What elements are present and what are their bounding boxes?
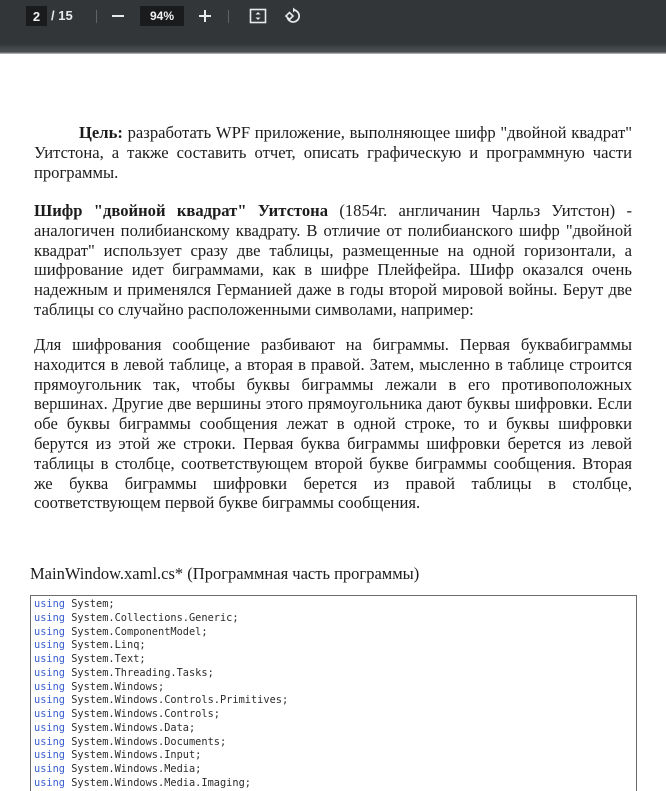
code-line <box>34 612 288 626</box>
code-keyword: using <box>34 776 65 789</box>
code-namespace: System.Windows.Data; <box>65 721 196 734</box>
code-keyword: using <box>34 763 65 775</box>
cipher-description-text: (1854г. англичанин Чарльз Уитстон) - аналогичен полибианскому квадрату. В отличие от полибианского шифр "двойной квадрат" использует сразу две таблицы, размещенные на одной горизонтали, а шифрование идет биграммами, как в шифре Плейфейра. Шифр оказался очень надежным и применялся Германией даже в годы второй мировой войны. Берут две таблицы со случайно расположенными символами, например: <box>34 201 633 319</box>
fit-to-page-button[interactable] <box>246 4 270 28</box>
page-number-input[interactable]: 2 <box>26 6 47 26</box>
fit-to-page-icon <box>249 8 267 24</box>
rotate-icon <box>284 7 302 25</box>
zoom-in-button[interactable] <box>193 4 217 28</box>
code-line <box>34 749 288 763</box>
minus-icon <box>111 9 125 23</box>
code-namespace: System.Collections.Generic; <box>65 611 239 624</box>
code-line <box>34 626 288 640</box>
code-namespace: System.ComponentModel; <box>65 625 208 638</box>
code-line <box>34 598 288 612</box>
code-namespace: System.Windows; <box>65 680 165 693</box>
encryption-method-paragraph: Для шифрования сообщение разбивают на биграммы. Первая буквабиграммы находится в левой таблице, а вторая в правой. Затем, мысленно в таблице строится прямоугольник так, чтобы буквы биграммы лежали в его противоположных вершинах. Другие две вершины этого прямоугольника дают буквы шифровки. Если обе буквы биграммы сообщения лежат в одной строке, то и буквы шифровки берутся из этой же строки. Первая буква биграммы шифровки берется из левой таблицы в столбце, соответствующем второй букве биграммы сообщения. Вторая же буква биграммы шифровки берется из правой таблицы в столбце, соответствующем первой букве биграммы сообщения. <box>34 335 632 513</box>
code-keyword: using <box>34 611 65 624</box>
cipher-title: Шифр "двойной квадрат" Уитстона <box>34 201 329 220</box>
code-line <box>34 777 288 791</box>
page-total: / 15 <box>51 8 73 23</box>
toolbar-divider <box>96 10 97 23</box>
pdf-toolbar <box>0 0 666 54</box>
code-line <box>34 736 288 750</box>
code-line <box>34 681 288 695</box>
code-line <box>34 653 288 667</box>
rotate-button[interactable] <box>281 4 305 28</box>
code-namespace: System.Windows.Controls.Primitives; <box>65 694 289 707</box>
code-listing <box>30 595 637 791</box>
code-keyword: using <box>34 639 65 652</box>
code-namespace: System.Windows.Documents; <box>65 735 227 748</box>
code-namespace: System.Linq; <box>65 639 146 652</box>
code-keyword: using <box>34 625 65 638</box>
code-namespace: System.Windows.Input; <box>65 749 202 762</box>
code-caption: MainWindow.xaml.cs* (Программная часть программы) <box>30 564 420 583</box>
code-namespace: System.Windows.Media.Imaging; <box>65 776 251 789</box>
code-namespace: System.Windows.Media; <box>65 763 202 775</box>
document-page <box>0 54 666 791</box>
code-namespace: System.Threading.Tasks; <box>65 666 214 679</box>
code-namespace: System.Windows.Controls; <box>65 708 220 720</box>
code-line <box>34 722 288 736</box>
plus-icon <box>198 9 212 23</box>
code-keyword: using <box>34 749 65 762</box>
cipher-description-paragraph <box>34 201 632 320</box>
code-line <box>34 667 288 681</box>
code-keyword: using <box>34 735 65 748</box>
goal-paragraph <box>34 123 632 182</box>
goal-text: разработать WPF приложение, выполняющее шифр "двойной квадрат" Уитстона, а также составить отчет, описать графическую и программную части программы. <box>34 123 632 182</box>
code-namespace: System; <box>65 598 115 610</box>
goal-label: Цель: <box>79 123 123 142</box>
zoom-level-input[interactable]: 94% <box>140 6 184 26</box>
code-line <box>34 639 288 653</box>
code-lines <box>34 598 288 791</box>
code-keyword: using <box>34 598 65 610</box>
code-namespace: System.Text; <box>65 653 146 665</box>
code-keyword: using <box>34 721 65 734</box>
code-keyword: using <box>34 653 65 665</box>
code-keyword: using <box>34 708 65 720</box>
code-keyword: using <box>34 694 65 707</box>
code-line <box>34 694 288 708</box>
code-keyword: using <box>34 666 65 679</box>
zoom-out-button[interactable] <box>106 4 130 28</box>
code-line <box>34 708 288 722</box>
code-line <box>34 763 288 777</box>
code-keyword: using <box>34 680 65 693</box>
toolbar-divider <box>228 10 229 23</box>
